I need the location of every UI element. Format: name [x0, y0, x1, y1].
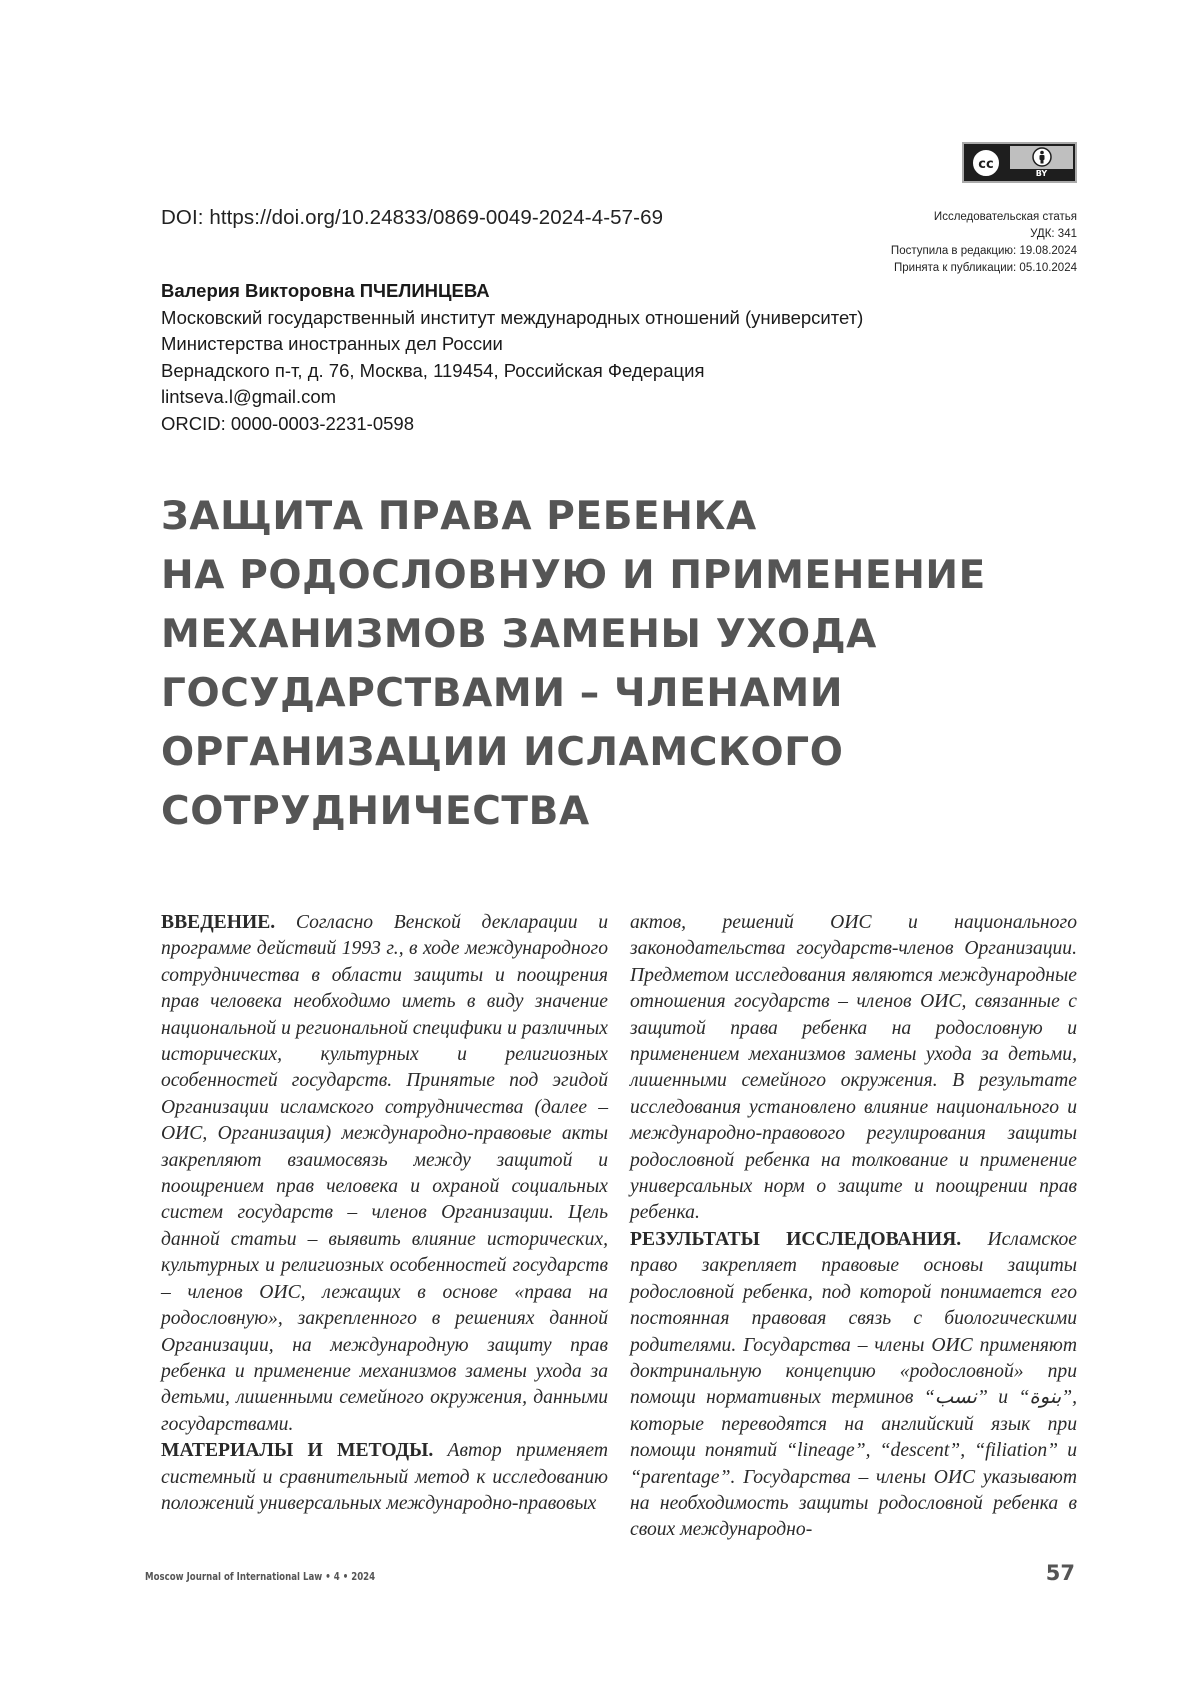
- introduction-text: Согласно Венской декларации и программе действий 1993 г., в ходе международ­ного сотрудничества в области защиты и по­ощрения прав человека необходимо иметь в виду значение национальной и региональной специфи­ки и различных исторических, культурных и ре­лигиозных особенностей государств. Принятые под эгидой Организации исламского сотрудни­чества (далее – ОИС, Организация) междуна­родно-правовые акты закрепляют взаимосвязь между защитой и поощрением прав человека и охраной социальных систем государств – членов Организации. Цель данной статьи – выявить влияние исторических, культурных и религи­озных особенностей государств – членов ОИС, лежащих в основе «права на родословную», за­крепленного в решениях данной Организации, на международную защиту прав ребенка и при­менение механизмов замены ухода за детьми, лишенными семейного окружения, данными госу­дарствами.: [161, 912, 608, 1435]
- abstract-methods: [161, 1438, 608, 1517]
- title-line: ГОСУДАРСТВАМИ – ЧЛЕНАМИ: [161, 664, 1061, 723]
- title-line: СОТРУДНИЧЕСТВА: [161, 782, 1061, 841]
- svg-text:cc: cc: [978, 157, 993, 172]
- abstract-column-left: [161, 910, 608, 1517]
- author-name: Валерия Викторовна ПЧЕЛИНЦЕВА: [161, 278, 863, 305]
- journal-footer: Moscow Journal of International Law • 4 • 2024: [145, 1571, 375, 1583]
- abstract-introduction: [161, 910, 608, 1438]
- doi-link[interactable]: DOI: https://doi.org/10.24833/0869-0049-2024-4-57-69: [161, 206, 663, 230]
- abstract-results: [630, 1227, 1077, 1544]
- license-by-label: BY: [1010, 169, 1073, 179]
- author-affiliation: Московский государственный институт международных отношений (университет): [161, 305, 863, 332]
- introduction-heading: ВВЕДЕНИЕ.: [161, 912, 275, 933]
- article-title: [161, 487, 1061, 841]
- page-number: 57: [1046, 1561, 1075, 1585]
- accepted-date: Принята к публикации: 05.10.2024: [891, 260, 1077, 277]
- author-email[interactable]: lintseva.l@gmail.com: [161, 384, 863, 411]
- article-meta: [891, 209, 1077, 277]
- person-icon: [1032, 147, 1052, 167]
- methods-text-continued: актов, решений ОИС и национального законодательства государств-членов Организа­ции. Предметом исследования являются между­народные отношения государств – членов ОИС, связанные с защитой права ребенка на родослов­ную и применением механизмов замены ухода за детьми, лишенными семейного окружения. В результате исследования установлено влия­ние национального и международно-правового регулирования защиты родословной ребенка на толкование и применение универсальных норм о защите и поощрении прав ребенка.: [630, 912, 1077, 1223]
- title-line: ОРГАНИЗАЦИИ ИСЛАМСКОГО: [161, 723, 1061, 782]
- udk-code: УДК: 341: [891, 226, 1077, 243]
- methods-heading: МАТЕРИАЛЫ И МЕТОДЫ.: [161, 1440, 433, 1461]
- received-date: Поступила в редакцию: 19.08.2024: [891, 243, 1077, 260]
- author-address: Вернадского п-т, д. 76, Москва, 119454, Российская Федерация: [161, 358, 863, 385]
- abstract-column-right: [630, 910, 1077, 1544]
- article-type: Исследовательская статья: [891, 209, 1077, 226]
- results-text: Исламское право закрепляет правовые основы защиты родословной ребенка, под которой понимает­ся его постоянная правовая связь с биологиче­скими родителями. Государства – члены ОИС применяют доктринальную концепцию «родос­ловной» при помощи нормативных терминов “نسب” и “بنوة”, которые переводятся на английский язык при помощи понятий “lineage”, “descent”, “filiation” и “parentage”. Государства – члены ОИС указывают на необходимость защи­ты родословной ребенка в своих международно-: [630, 1229, 1077, 1540]
- title-line: ЗАЩИТА ПРАВА РЕБЕНКА: [161, 487, 1061, 546]
- author-orcid[interactable]: ORCID: 0000-0003-2231-0598: [161, 411, 863, 438]
- title-line: МЕХАНИЗМОВ ЗАМЕНЫ УХОДА: [161, 605, 1061, 664]
- author-block: [161, 278, 863, 437]
- abstract-methods-continued: [630, 910, 1077, 1227]
- methods-text: Автор применяет системный и сравнительный метод к исследова­нию положений универсальных международно-правовых: [161, 1440, 608, 1514]
- author-affiliation-2: Министерства иностранных дел России: [161, 331, 863, 358]
- cc-icon: [964, 144, 1008, 181]
- title-line: НА РОДОСЛОВНУЮ И ПРИМЕНЕНИЕ: [161, 546, 1061, 605]
- results-heading: РЕЗУЛЬТАТЫ ИССЛЕДОВАНИЯ.: [630, 1229, 961, 1250]
- license-badge: [962, 142, 1077, 183]
